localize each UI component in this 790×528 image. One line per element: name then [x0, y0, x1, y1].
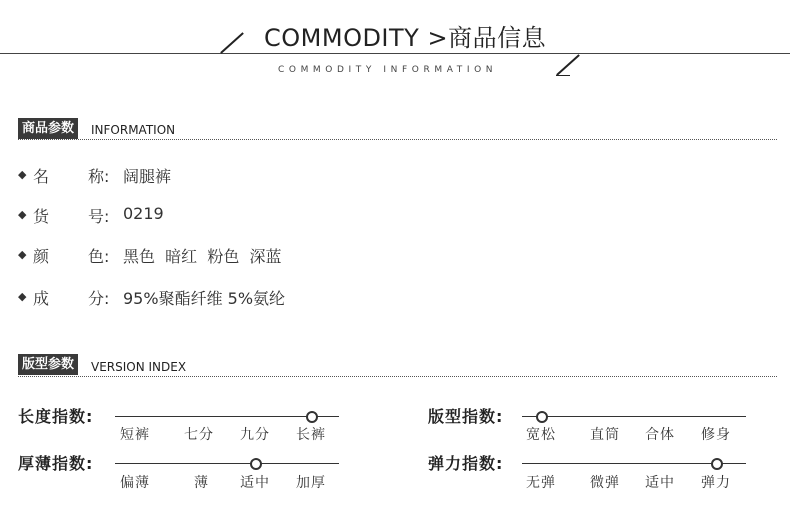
- index-scale-option: 修身: [701, 427, 731, 443]
- index-scale-option: 偏薄: [120, 475, 150, 491]
- version-section-tag: 版型参数: [18, 354, 78, 375]
- info-key-2: 称:: [88, 167, 110, 186]
- index-scale-label: 版型指数:: [428, 407, 504, 426]
- info-key-1: 货: [33, 207, 50, 226]
- info-value: 0219: [123, 204, 164, 223]
- bullet-diamond-icon: ◆: [18, 290, 27, 303]
- index-scale-option: 微弹: [590, 475, 620, 491]
- index-scale-track: [115, 463, 339, 464]
- info-key-1: 颜: [33, 247, 50, 266]
- info-key-2: 号:: [88, 207, 110, 226]
- info-value: 95%聚酯纤维 5%氨纶: [123, 289, 286, 308]
- index-scale-option: 直筒: [590, 427, 620, 443]
- index-scale-option: 适中: [240, 475, 270, 491]
- info-value: 黑色 暗红 粉色 深蓝: [123, 247, 282, 266]
- index-scale-option: 九分: [240, 427, 270, 443]
- index-scale-option: 宽松: [526, 427, 556, 443]
- info-key-2: 分:: [88, 289, 110, 308]
- info-key-1: 名: [33, 167, 50, 186]
- version-section-divider: [18, 376, 777, 377]
- index-scale-option: 短裤: [120, 427, 150, 443]
- index-scale-option: 七分: [184, 427, 214, 443]
- header-slash-right: [556, 54, 580, 76]
- index-scale-label: 厚薄指数:: [18, 454, 94, 473]
- index-scale-option: 加厚: [296, 475, 326, 491]
- bullet-diamond-icon: ◆: [18, 168, 27, 181]
- page-subtitle: COMMODITY INFORMATION: [278, 65, 498, 75]
- page-title: COMMODITY >商品信息: [264, 24, 547, 52]
- index-scale-marker: [711, 458, 723, 470]
- info-key-2: 色:: [88, 247, 110, 266]
- header-slash-foot: [556, 75, 570, 76]
- index-scale-marker: [536, 411, 548, 423]
- info-key-1: 成: [33, 289, 50, 308]
- info-value: 阔腿裤: [123, 167, 172, 186]
- index-scale-option: 无弹: [526, 475, 556, 491]
- index-scale-option: 弹力: [701, 475, 731, 491]
- index-scale-option: 长裤: [296, 427, 326, 443]
- info-section-en: INFORMATION: [91, 123, 176, 137]
- index-scale-track: [522, 416, 746, 417]
- info-section-divider: [18, 139, 777, 140]
- index-scale-label: 弹力指数:: [428, 454, 504, 473]
- header-slash-left: [220, 32, 244, 54]
- index-scale-option: 薄: [194, 475, 209, 491]
- header-rule: [0, 53, 790, 54]
- info-section-tag: 商品参数: [18, 118, 78, 139]
- index-scale-option: 适中: [645, 475, 675, 491]
- bullet-diamond-icon: ◆: [18, 208, 27, 221]
- bullet-diamond-icon: ◆: [18, 248, 27, 261]
- index-scale-marker: [306, 411, 318, 423]
- index-scale-label: 长度指数:: [18, 407, 94, 426]
- version-section-en: VERSION INDEX: [91, 360, 187, 374]
- index-scale-marker: [250, 458, 262, 470]
- index-scale-option: 合体: [645, 427, 675, 443]
